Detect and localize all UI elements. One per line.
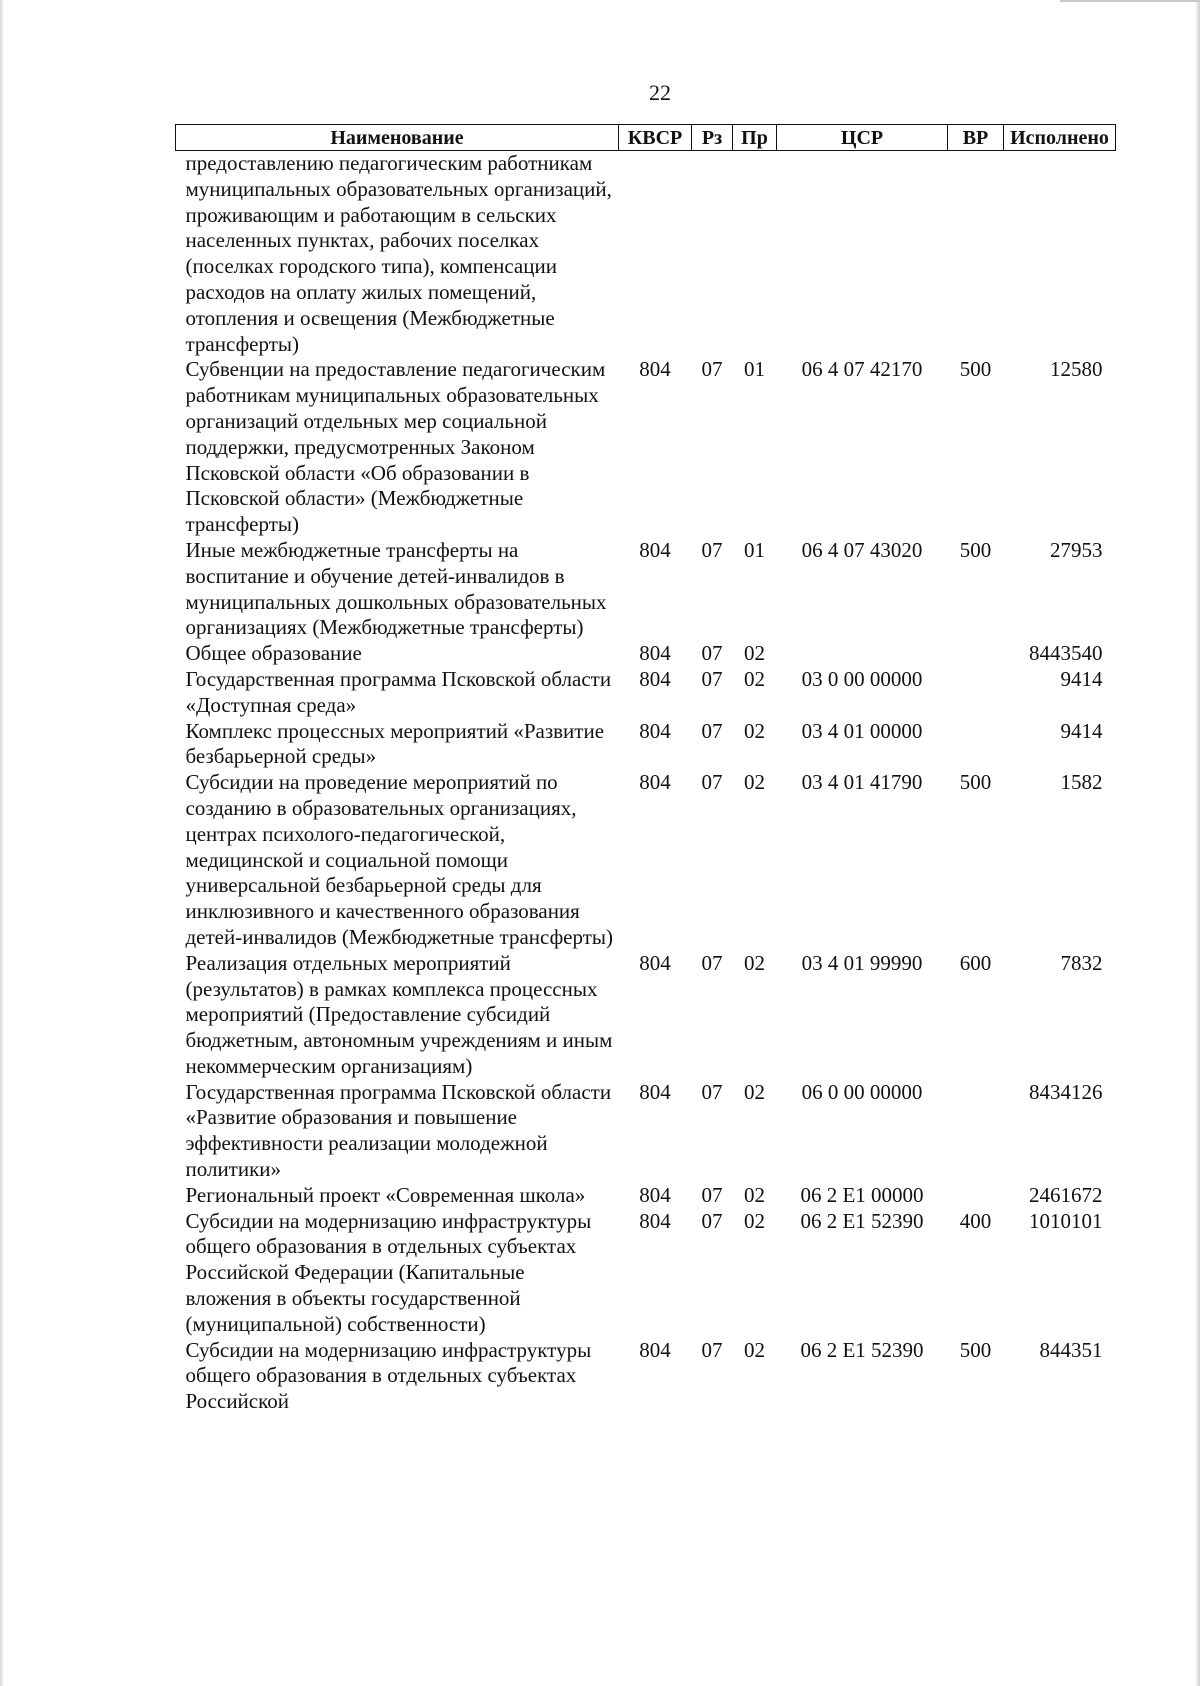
cell-exec <box>1004 151 1116 358</box>
cell-name: Общее образование <box>185 641 362 666</box>
cell-name: Субсидии на модернизацию инфраструктуры общего образования в отдельных субъектах Российской <box>185 1337 592 1414</box>
header-row <box>176 125 1116 151</box>
cell-kvsr: 804 <box>639 718 671 743</box>
table-row <box>176 770 1116 951</box>
table-row <box>176 641 1116 667</box>
cell-pr: 02 <box>744 1337 765 1362</box>
cell-rz: 07 <box>701 1182 723 1207</box>
cell-rz: 07 <box>701 950 723 975</box>
cell-vr: 500 <box>959 357 992 382</box>
table-row <box>176 951 1116 1080</box>
cell-vr <box>948 151 1004 358</box>
cell-csr: 06 2 E1 00000 <box>800 1182 924 1207</box>
scan-edge-right <box>1195 0 1200 1686</box>
scan-edge-top <box>1060 0 1200 2</box>
table-row <box>176 357 1116 538</box>
cell-csr <box>777 151 948 358</box>
cell-exec: 27953 <box>1050 537 1103 562</box>
cell-kvsr: 804 <box>639 1182 671 1207</box>
cell-csr: 03 0 00 00000 <box>801 666 923 691</box>
cell-csr: 06 0 00 00000 <box>801 1079 923 1104</box>
table-row <box>176 1080 1116 1183</box>
cell-rz: 07 <box>701 357 723 382</box>
cell-kvsr: 804 <box>639 770 671 795</box>
table-row <box>176 1209 1116 1338</box>
cell-kvsr: 804 <box>639 537 671 562</box>
cell-kvsr: 804 <box>639 1337 671 1362</box>
cell-rz: 07 <box>701 1079 723 1104</box>
cell-kvsr: 804 <box>639 1208 671 1233</box>
table-row <box>176 719 1116 771</box>
cell-csr <box>777 641 948 667</box>
cell-pr: 02 <box>744 1182 765 1207</box>
cell-vr <box>948 641 1004 667</box>
cell-csr: 03 4 01 41790 <box>801 770 923 795</box>
cell-kvsr: 804 <box>639 641 671 666</box>
header-csr: ЦСР <box>777 125 948 151</box>
cell-name: Субсидии на модернизацию инфраструктуры общего образования в отдельных субъектах Российской Федерации (Капитальные вложения в объекты государственной (муниципальной) собственности) <box>185 1208 592 1336</box>
cell-rz: 07 <box>701 718 723 743</box>
cell-csr: 06 4 07 42170 <box>801 357 923 382</box>
cell-exec: 8434126 <box>1029 1079 1103 1104</box>
budget-table-container <box>175 124 1115 1415</box>
cell-csr: 06 2 E1 52390 <box>800 1337 924 1362</box>
cell-exec: 2461672 <box>1029 1182 1103 1207</box>
cell-vr: 500 <box>959 1337 992 1362</box>
cell-vr <box>948 1183 1004 1209</box>
cell-kvsr: 804 <box>639 357 671 382</box>
cell-name: Иные межбюджетные трансферты на воспитание и обучение детей-инвалидов в муниципальных дошкольных образовательных организациях (Межбюджетные трансферты) <box>185 537 607 640</box>
cell-csr: 06 2 E1 52390 <box>800 1208 924 1233</box>
cell-name: Комплекс процессных мероприятий «Развитие безбарьерной среды» <box>185 718 605 769</box>
header-kvsr: КВСР <box>619 125 692 151</box>
cell-rz: 07 <box>701 1208 723 1233</box>
cell-exec: 8443540 <box>1029 641 1103 666</box>
budget-table <box>175 124 1116 1415</box>
table-row <box>176 667 1116 719</box>
cell-pr: 02 <box>744 950 765 975</box>
cell-csr: 03 4 01 00000 <box>801 718 923 743</box>
cell-kvsr <box>619 151 692 358</box>
cell-kvsr: 804 <box>639 666 671 691</box>
cell-pr: 02 <box>744 718 765 743</box>
cell-kvsr: 804 <box>639 1079 671 1104</box>
cell-vr: 600 <box>959 950 992 975</box>
cell-vr: 500 <box>959 770 992 795</box>
cell-rz <box>692 151 733 358</box>
page-number: 22 <box>649 80 671 105</box>
cell-csr: 06 4 07 43020 <box>801 537 923 562</box>
cell-name: Субвенции на предоставление педагогическим работникам муниципальных образовательных организаций отдельных мер социальной поддержки, предусмотренных Законом Псковской области «Об образовании в Псковской области» (Межбюджетные трансферты) <box>185 357 606 537</box>
cell-name: Региональный проект «Современная школа» <box>185 1182 586 1207</box>
header-pr: Пр <box>733 125 777 151</box>
header-vr: ВР <box>948 125 1004 151</box>
cell-vr <box>948 719 1004 771</box>
cell-vr: 400 <box>959 1208 992 1233</box>
cell-pr: 02 <box>744 666 765 691</box>
header-rz: Рз <box>692 125 733 151</box>
scan-edge-left <box>0 0 4 1686</box>
cell-name: Государственная программа Псковской области «Развитие образования и повышение эффективности реализации молодежной политики» <box>185 1079 612 1182</box>
cell-rz: 07 <box>701 1337 723 1362</box>
header-name: Наименование <box>176 125 619 151</box>
cell-exec: 7832 <box>1060 950 1103 975</box>
cell-rz: 07 <box>701 666 723 691</box>
cell-rz: 07 <box>701 537 723 562</box>
cell-pr: 01 <box>744 537 765 562</box>
cell-vr <box>948 667 1004 719</box>
cell-pr: 02 <box>744 770 765 795</box>
table-header <box>176 125 1116 151</box>
table-row <box>176 1183 1116 1209</box>
table-row <box>176 538 1116 641</box>
cell-exec: 1582 <box>1060 770 1103 795</box>
cell-pr: 02 <box>744 1079 765 1104</box>
cell-pr: 02 <box>744 641 765 666</box>
cell-exec: 844351 <box>1039 1337 1103 1362</box>
cell-pr: 02 <box>744 1208 765 1233</box>
cell-csr: 03 4 01 99990 <box>801 950 923 975</box>
cell-name: Реализация отдельных мероприятий (результатов) в рамках комплекса процессных мероприятий (Предоставление субсидий бюджетным, автономным учреждениям и иным некоммерческим организациям) <box>185 950 613 1078</box>
cell-vr: 500 <box>959 537 992 562</box>
table-body <box>176 151 1116 1416</box>
cell-pr: 01 <box>744 357 765 382</box>
header-exec: Исполнено <box>1004 125 1116 151</box>
cell-name: Государственная программа Псковской области «Доступная среда» <box>185 666 612 717</box>
cell-exec: 12580 <box>1050 357 1103 382</box>
cell-exec: 1010101 <box>1029 1208 1103 1233</box>
table-row <box>176 1338 1116 1415</box>
cell-vr <box>948 1080 1004 1183</box>
cell-kvsr: 804 <box>639 950 671 975</box>
cell-pr <box>733 151 777 358</box>
cell-exec: 9414 <box>1060 666 1103 691</box>
cell-rz: 07 <box>701 641 723 666</box>
cell-name: Субсидии на проведение мероприятий по созданию в образовательных организациях, центрах психолого-педагогической, медицинской и социальной помощи универсальной безбарьерной среды для инклюзивного и качественного образования детей-инвалидов (Межбюджетные трансферты) <box>185 770 614 949</box>
cell-name: предоставлению педагогическим работникам муниципальных образовательных организаций, проживающим и работающим в сельских населенных пунктах, рабочих поселках (поселках городского типа), компенсации расходов на оплату жилых помещений, отопления и освещения (Межбюджетные трансферты) <box>185 151 612 356</box>
table-row <box>176 151 1116 358</box>
cell-rz: 07 <box>701 770 723 795</box>
cell-exec: 9414 <box>1060 718 1103 743</box>
